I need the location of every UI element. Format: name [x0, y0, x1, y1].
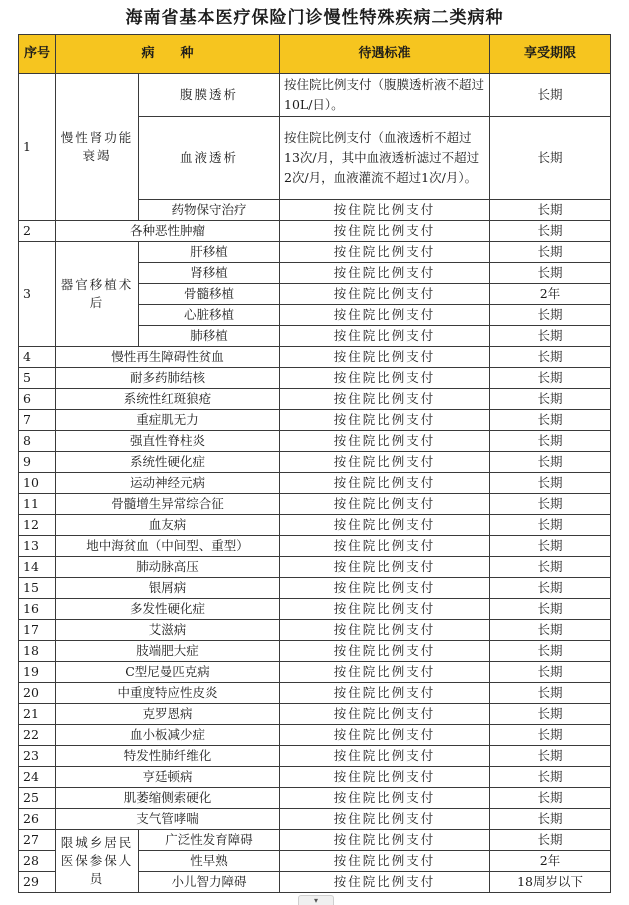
- table-row: [19, 452, 611, 473]
- sub-disease: 药物保守治疗: [139, 200, 280, 221]
- treatment-standard: 按住院比例支付（腹膜透析液不超过10L/日）。: [280, 74, 490, 117]
- table-row: [19, 725, 611, 746]
- header-no: 序号: [19, 35, 56, 74]
- table-row: [19, 431, 611, 452]
- disease-name: 运动神经元病: [56, 473, 280, 494]
- disease-name: 特发性肺纤维化: [56, 746, 280, 767]
- row-number: 12: [19, 515, 56, 536]
- row-number: 1: [19, 74, 56, 221]
- header-disease: 病 种: [56, 35, 280, 74]
- row-number: 29: [19, 872, 56, 893]
- row-number: 24: [19, 767, 56, 788]
- disease-name: 系统性红斑狼疮: [56, 389, 280, 410]
- table-row: [19, 830, 611, 851]
- benefit-period: 长期: [490, 326, 611, 347]
- row-number: 9: [19, 452, 56, 473]
- treatment-standard: 按住院比例支付: [280, 578, 490, 599]
- sub-disease: 骨髓移植: [139, 284, 280, 305]
- treatment-standard: 按住院比例支付: [280, 473, 490, 494]
- chevron-down-icon[interactable]: ▾: [298, 895, 334, 905]
- row-number: 20: [19, 683, 56, 704]
- treatment-standard: 按住院比例支付: [280, 326, 490, 347]
- benefit-period: 长期: [490, 494, 611, 515]
- benefit-period: 长期: [490, 389, 611, 410]
- treatment-standard: 按住院比例支付: [280, 452, 490, 473]
- benefit-period: 长期: [490, 704, 611, 725]
- header-standard: 待遇标准: [280, 35, 490, 74]
- disease-table: [18, 34, 611, 893]
- row-number: 23: [19, 746, 56, 767]
- table-row: [19, 473, 611, 494]
- benefit-period: 18周岁以下: [490, 872, 611, 893]
- treatment-standard: 按住院比例支付: [280, 242, 490, 263]
- treatment-standard: 按住院比例支付: [280, 725, 490, 746]
- benefit-period: 长期: [490, 74, 611, 117]
- benefit-period: 长期: [490, 515, 611, 536]
- treatment-standard: 按住院比例支付: [280, 557, 490, 578]
- table-row: [19, 620, 611, 641]
- benefit-period: 长期: [490, 620, 611, 641]
- treatment-standard: 按住院比例支付: [280, 788, 490, 809]
- treatment-standard: 按住院比例支付: [280, 851, 490, 872]
- sub-disease: 血液透析: [139, 117, 280, 200]
- benefit-period: 长期: [490, 452, 611, 473]
- table-row: [19, 74, 611, 117]
- benefit-period: 长期: [490, 578, 611, 599]
- table-row: [19, 242, 611, 263]
- table-row: [19, 704, 611, 725]
- treatment-standard: 按住院比例支付: [280, 704, 490, 725]
- table-row: [19, 767, 611, 788]
- disease-name: 克罗恩病: [56, 704, 280, 725]
- treatment-standard: 按住院比例支付: [280, 347, 490, 368]
- benefit-period: 长期: [490, 557, 611, 578]
- disease-name: 重症肌无力: [56, 410, 280, 431]
- treatment-standard: 按住院比例支付: [280, 389, 490, 410]
- row-number: 7: [19, 410, 56, 431]
- group-label-renal: 慢性肾功能衰竭: [56, 74, 139, 221]
- table-row: [19, 683, 611, 704]
- table-row: [19, 641, 611, 662]
- disease-name: 强直性脊柱炎: [56, 431, 280, 452]
- row-number: 13: [19, 536, 56, 557]
- table-row: [19, 662, 611, 683]
- disease-name: 支气管哮喘: [56, 809, 280, 830]
- row-number: 16: [19, 599, 56, 620]
- treatment-standard: 按住院比例支付: [280, 683, 490, 704]
- treatment-standard: 按住院比例支付: [280, 599, 490, 620]
- benefit-period: 长期: [490, 788, 611, 809]
- benefit-period: 长期: [490, 641, 611, 662]
- treatment-standard: 按住院比例支付（血液透析不超过13次/月，其中血液透析滤过不超过2次/月，血液灌流不超过1次/月）。: [280, 117, 490, 200]
- row-number: 26: [19, 809, 56, 830]
- benefit-period: 长期: [490, 683, 611, 704]
- treatment-standard: 按住院比例支付: [280, 830, 490, 851]
- disease-name: 多发性硬化症: [56, 599, 280, 620]
- row-number: 28: [19, 851, 56, 872]
- disease-name: 肢端肥大症: [56, 641, 280, 662]
- row-number: 25: [19, 788, 56, 809]
- row-number: 14: [19, 557, 56, 578]
- benefit-period: 2年: [490, 284, 611, 305]
- sub-disease: 肺移植: [139, 326, 280, 347]
- row-number: 22: [19, 725, 56, 746]
- disease-name: 耐多药肺结核: [56, 368, 280, 389]
- row-number: 18: [19, 641, 56, 662]
- benefit-period: 长期: [490, 347, 611, 368]
- benefit-period: 长期: [490, 767, 611, 788]
- benefit-period: 长期: [490, 221, 611, 242]
- table-row: [19, 809, 611, 830]
- table-row: [19, 788, 611, 809]
- benefit-period: 长期: [490, 431, 611, 452]
- table-row: [19, 389, 611, 410]
- row-number: 6: [19, 389, 56, 410]
- table-row: [19, 494, 611, 515]
- disease-name: C型尼曼匹克病: [56, 662, 280, 683]
- benefit-period: 长期: [490, 200, 611, 221]
- table-row: [19, 410, 611, 431]
- treatment-standard: 按住院比例支付: [280, 515, 490, 536]
- treatment-standard: 按住院比例支付: [280, 305, 490, 326]
- row-number: 11: [19, 494, 56, 515]
- benefit-period: 长期: [490, 809, 611, 830]
- treatment-standard: 按住院比例支付: [280, 767, 490, 788]
- row-number: 15: [19, 578, 56, 599]
- treatment-standard: 按住院比例支付: [280, 746, 490, 767]
- disease-name: 银屑病: [56, 578, 280, 599]
- disease-name: 慢性再生障碍性贫血: [56, 347, 280, 368]
- benefit-period: 长期: [490, 662, 611, 683]
- table-row: [19, 578, 611, 599]
- table-row: [19, 746, 611, 767]
- table-row: [19, 599, 611, 620]
- disease-name: 系统性硬化症: [56, 452, 280, 473]
- sub-disease: 心脏移植: [139, 305, 280, 326]
- row-number: 19: [19, 662, 56, 683]
- disease-name: 地中海贫血（中间型、重型）: [56, 536, 280, 557]
- row-number: 5: [19, 368, 56, 389]
- benefit-period: 长期: [490, 599, 611, 620]
- treatment-standard: 按住院比例支付: [280, 200, 490, 221]
- disease-name: 中重度特应性皮炎: [56, 683, 280, 704]
- sub-disease: 小儿智力障碍: [139, 872, 280, 893]
- benefit-period: 长期: [490, 263, 611, 284]
- row-number: 8: [19, 431, 56, 452]
- benefit-period: 长期: [490, 368, 611, 389]
- treatment-standard: 按住院比例支付: [280, 284, 490, 305]
- treatment-standard: 按住院比例支付: [280, 494, 490, 515]
- disease-name: 血小板减少症: [56, 725, 280, 746]
- benefit-period: 长期: [490, 830, 611, 851]
- sub-disease: 肾移植: [139, 263, 280, 284]
- treatment-standard: 按住院比例支付: [280, 872, 490, 893]
- table-row: [19, 536, 611, 557]
- sub-disease: 腹膜透析: [139, 74, 280, 117]
- benefit-period: 长期: [490, 536, 611, 557]
- header-period: 享受期限: [490, 35, 611, 74]
- treatment-standard: 按住院比例支付: [280, 620, 490, 641]
- row-number: 27: [19, 830, 56, 851]
- table-row: [19, 515, 611, 536]
- benefit-period: 长期: [490, 725, 611, 746]
- benefit-period: 长期: [490, 242, 611, 263]
- row-number: 21: [19, 704, 56, 725]
- benefit-period: 长期: [490, 473, 611, 494]
- treatment-standard: 按住院比例支付: [280, 809, 490, 830]
- page-title: 海南省基本医疗保险门诊慢性特殊疾病二类病种: [125, 8, 504, 28]
- benefit-period: 长期: [490, 305, 611, 326]
- disease-name: 肌萎缩侧索硬化: [56, 788, 280, 809]
- sub-disease: 性早熟: [139, 851, 280, 872]
- sub-disease: 广泛性发育障碍: [139, 830, 280, 851]
- treatment-standard: 按住院比例支付: [280, 536, 490, 557]
- row-number: 2: [19, 221, 56, 242]
- group-label-resident: 限城乡居民医保参保人员: [56, 830, 139, 893]
- benefit-period: 长期: [490, 410, 611, 431]
- benefit-period: 长期: [490, 117, 611, 200]
- disease-name: 骨髓增生异常综合征: [56, 494, 280, 515]
- group-label-transplant: 器官移植术后: [56, 242, 139, 347]
- table-row: [19, 347, 611, 368]
- row-number: 3: [19, 242, 56, 347]
- sub-disease: 肝移植: [139, 242, 280, 263]
- treatment-standard: 按住院比例支付: [280, 368, 490, 389]
- benefit-period: 长期: [490, 746, 611, 767]
- treatment-standard: 按住院比例支付: [280, 662, 490, 683]
- benefit-period: 2年: [490, 851, 611, 872]
- row-number: 17: [19, 620, 56, 641]
- treatment-standard: 按住院比例支付: [280, 263, 490, 284]
- disease-name: 血友病: [56, 515, 280, 536]
- disease-name: 肺动脉高压: [56, 557, 280, 578]
- table-row: [19, 221, 611, 242]
- row-number: 10: [19, 473, 56, 494]
- disease-name: 各种恶性肿瘤: [56, 221, 280, 242]
- treatment-standard: 按住院比例支付: [280, 641, 490, 662]
- row-number: 4: [19, 347, 56, 368]
- disease-name: 艾滋病: [56, 620, 280, 641]
- treatment-standard: 按住院比例支付: [280, 431, 490, 452]
- treatment-standard: 按住院比例支付: [280, 221, 490, 242]
- treatment-standard: 按住院比例支付: [280, 410, 490, 431]
- disease-name: 亨廷顿病: [56, 767, 280, 788]
- table-header-row: [19, 35, 611, 74]
- table-row: [19, 368, 611, 389]
- table-row: [19, 557, 611, 578]
